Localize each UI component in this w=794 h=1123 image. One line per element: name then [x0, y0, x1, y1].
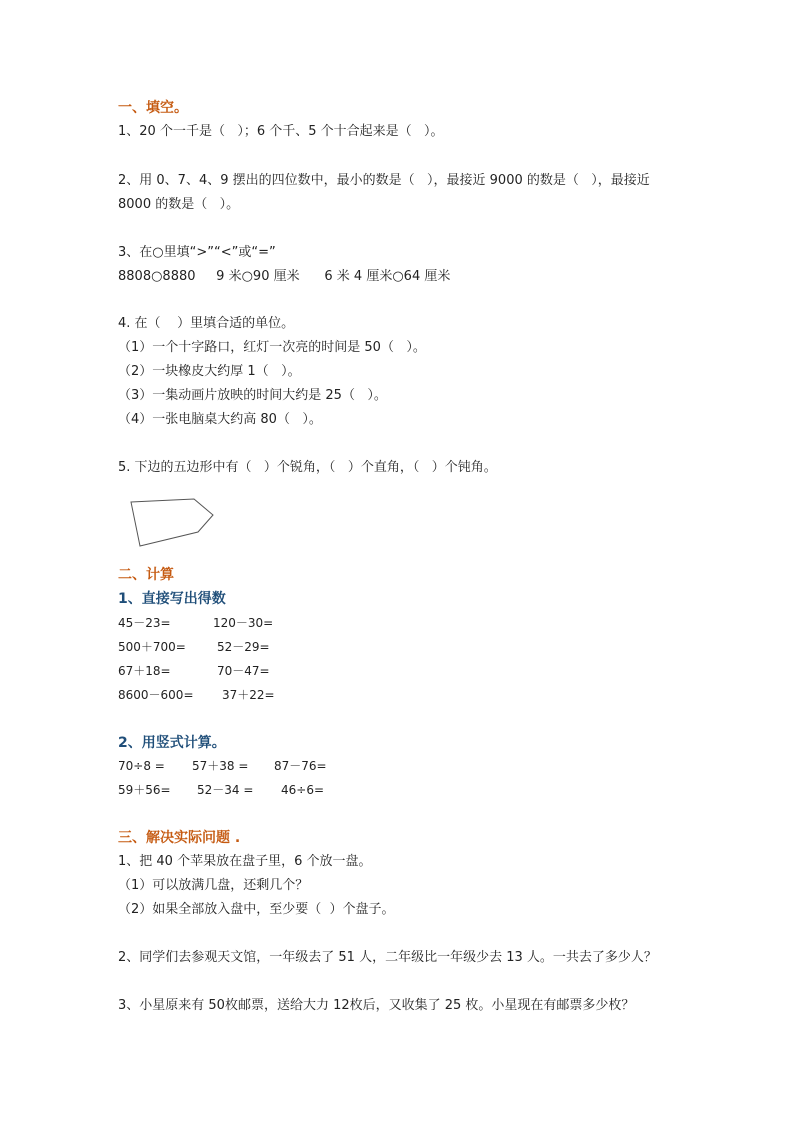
calc-item: 120－30= [213, 616, 274, 630]
calc-item: 70÷8 = [118, 759, 165, 773]
question-1-1: 1、20 个一千是（ ）；6 个千、5 个十合起来是（ ）。 [118, 124, 444, 139]
calc-item: 67＋18= [118, 664, 171, 678]
question-1-4-2: （2）一块橡皮大约厚 1（ ）。 [118, 364, 301, 379]
question-1-4: 4. 在（ ）里填合适的单位。 [118, 316, 295, 331]
question-1-4-4: （4）一张电脑桌大约高 80（ ）。 [118, 412, 322, 427]
calc-item: 52－34 = [197, 783, 254, 797]
question-1-2-line2: 8000 的数是（ ）。 [118, 197, 240, 212]
section-3-title: 三、解决实际问题 . [118, 830, 241, 846]
pentagon-figure [126, 494, 218, 552]
calc-item: 59＋56= [118, 783, 171, 797]
section-2-title: 二、计算 [118, 567, 174, 583]
calc-item: 70－47= [217, 664, 270, 678]
calc-item: 52－29= [217, 640, 270, 654]
question-1-4-3: （3）一集动画片放映的时间大约是 25（ ）。 [118, 388, 387, 403]
calc-item: 500＋700= [118, 640, 186, 654]
calc-item: 37＋22= [222, 688, 275, 702]
calc-item: 57＋38 = [192, 759, 249, 773]
section-1-title: 一、填空。 [118, 100, 188, 116]
problem-3-3: 3、小星原来有 50枚邮票，送给大力 12枚后，又收集了 25 枚。小星现在有邮票多少枚？ [118, 998, 635, 1013]
problem-3-1: 1、把 40 个苹果放在盘子里，6 个放一盘。 [118, 854, 372, 869]
calc-item: 87－76= [274, 759, 327, 773]
calc-item: 46÷6= [281, 783, 325, 797]
calc-item: 45－23= [118, 616, 171, 630]
calc-item: 8600－600= [118, 688, 194, 702]
question-1-4-1: （1）一个十字路口，红灯一次亮的时间是 50（ ）。 [118, 340, 426, 355]
problem-3-2: 2、同学们去参观天文馆，一年级去了 51 人，二年级比一年级少去 13 人。一共去了多少人？ [118, 950, 657, 965]
problem-3-1-2: （2）如果全部放入盘中，至少要（ ）个盘子。 [118, 902, 395, 917]
question-1-3-instruction: 3、在○里填“>”“<”或“=” [118, 245, 276, 260]
subsection-direct-title: 1、直接写出得数 [118, 591, 226, 607]
question-1-2-line1: 2、用 0、7、4、9 摆出的四位数中，最小的数是（ ），最接近 9000 的数是（ ），最接近 [118, 173, 650, 188]
question-1-3-items: 8808○8880 9 米○90 厘米 6 米 4 厘米○64 厘米 [118, 269, 451, 284]
question-1-5: 5. 下边的五边形中有（ ）个锐角，（ ）个直角，（ ）个钝角。 [118, 460, 497, 475]
problem-3-1-1: （1）可以放满几盘，还剩几个？ [118, 878, 309, 893]
subsection-vertical-title: 2、用竖式计算。 [118, 735, 226, 751]
